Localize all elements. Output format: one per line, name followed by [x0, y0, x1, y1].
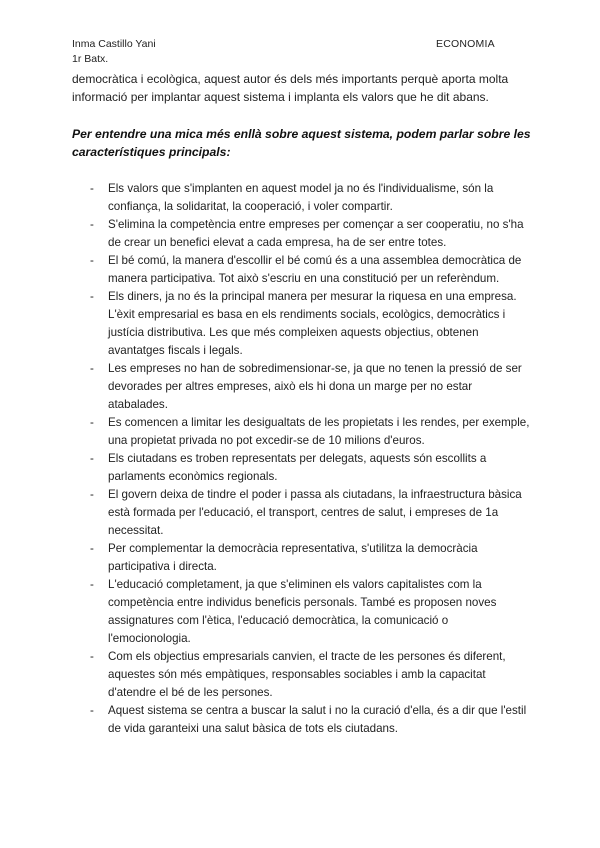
list-item-text: Els ciutadans es troben representats per delegats, aquests són escollits a parlaments econòmics regionals. — [108, 452, 487, 483]
section-heading: Per entendre una mica més enllà sobre aquest sistema, podem parlar sobre les característiques principals: — [72, 127, 531, 159]
list-item — [72, 252, 532, 288]
list-item — [72, 648, 532, 702]
list-item-text: Els diners, ja no és la principal manera per mesurar la riquesa en una empresa. L'èxit empresarial es basa en els rendiments socials, ecològics, democràtics i justícia distributiva. Les que més compleixen aquests objectius, obtenen avantatges fiscals i legals. — [108, 290, 517, 357]
bullet-dash: - — [90, 578, 94, 591]
list-item — [72, 450, 532, 486]
author-name: Inma Castillo Yani — [72, 38, 156, 50]
list-item-text: Les empreses no han de sobredimensionar-se, ja que no tenen la pressió de ser devorades per altres empreses, això els hi dona un marge per no estar atabalades. — [108, 362, 522, 411]
bullet-dash: - — [90, 542, 94, 555]
list-item — [72, 540, 532, 576]
list-item-text: S'elimina la competència entre empreses per començar a ser cooperatiu, no s'ha de crear un benefici elevat a cada empresa, ha de ser entre totes. — [108, 218, 524, 249]
list-item — [72, 702, 532, 738]
bullet-dash: - — [90, 218, 94, 231]
list-item — [72, 360, 532, 414]
list-item-text: El govern deixa de tindre el poder i passa als ciutadans, la infraestructura bàsica està formada per l'educació, el transport, centres de salut, i empreses de 1a necessitat. — [108, 488, 522, 537]
bullet-dash: - — [90, 452, 94, 465]
list-item-text: Es comencen a limitar les desigualtats de les propietats i les rendes, per exemple, una propietat privada no pot excedir-se de 10 milions d'euros. — [108, 416, 530, 447]
bullet-dash: - — [90, 290, 94, 303]
list-item-text: Com els objectius empresarials canvien, el tracte de les persones és diferent, aquestes són més empàtiques, responsables sociables i amb la capacitat d'atendre el bé de les persones. — [108, 650, 506, 699]
list-item-text: Aquest sistema se centra a buscar la salut i no la curació d'ella, és a dir que l'estil de vida garanteixi una salut bàsica de tots els ciutadans. — [108, 704, 527, 735]
list-item — [72, 216, 532, 252]
list-item — [72, 414, 532, 450]
list-item-text: El bé comú, la manera d'escollir el bé comú és a una assemblea democràtica de manera participativa. Tot això s'escriu en una constitució per un referèndum. — [108, 254, 522, 285]
bullet-dash: - — [90, 254, 94, 267]
list-item-text: Els valors que s'implanten en aquest model ja no és l'individualisme, són la confiança, la solidaritat, la cooperació, i voler compartir. — [108, 182, 494, 213]
bullet-dash: - — [90, 488, 94, 501]
list-item — [72, 486, 532, 540]
list-item-text: L'educació completament, ja que s'eliminen els valors capitalistes com la competència entre individus beneficis personals. També es proposen noves assignatures com l'ètica, l'educació democràtica, la comunicació o l'emocionologia. — [108, 578, 497, 645]
course-label: 1r Batx. — [72, 53, 109, 65]
list-item — [72, 576, 532, 648]
list-item — [72, 288, 532, 360]
list-item-text: Per complementar la democràcia representativa, s'utilitza la democràcia participativa i directa. — [108, 542, 478, 573]
bullet-dash: - — [90, 182, 94, 195]
bullet-dash: - — [90, 650, 94, 663]
characteristics-list — [72, 180, 532, 738]
subject-label: ECONOMIA — [436, 38, 495, 50]
list-item — [72, 180, 532, 216]
intro-paragraph: democràtica i ecològica, aquest autor és dels més importants perquè aporta molta informació per implantar aquest sistema i implanta els valors que he dit abans. — [72, 72, 509, 104]
bullet-dash: - — [90, 362, 94, 375]
bullet-dash: - — [90, 416, 94, 429]
bullet-dash: - — [90, 704, 94, 717]
